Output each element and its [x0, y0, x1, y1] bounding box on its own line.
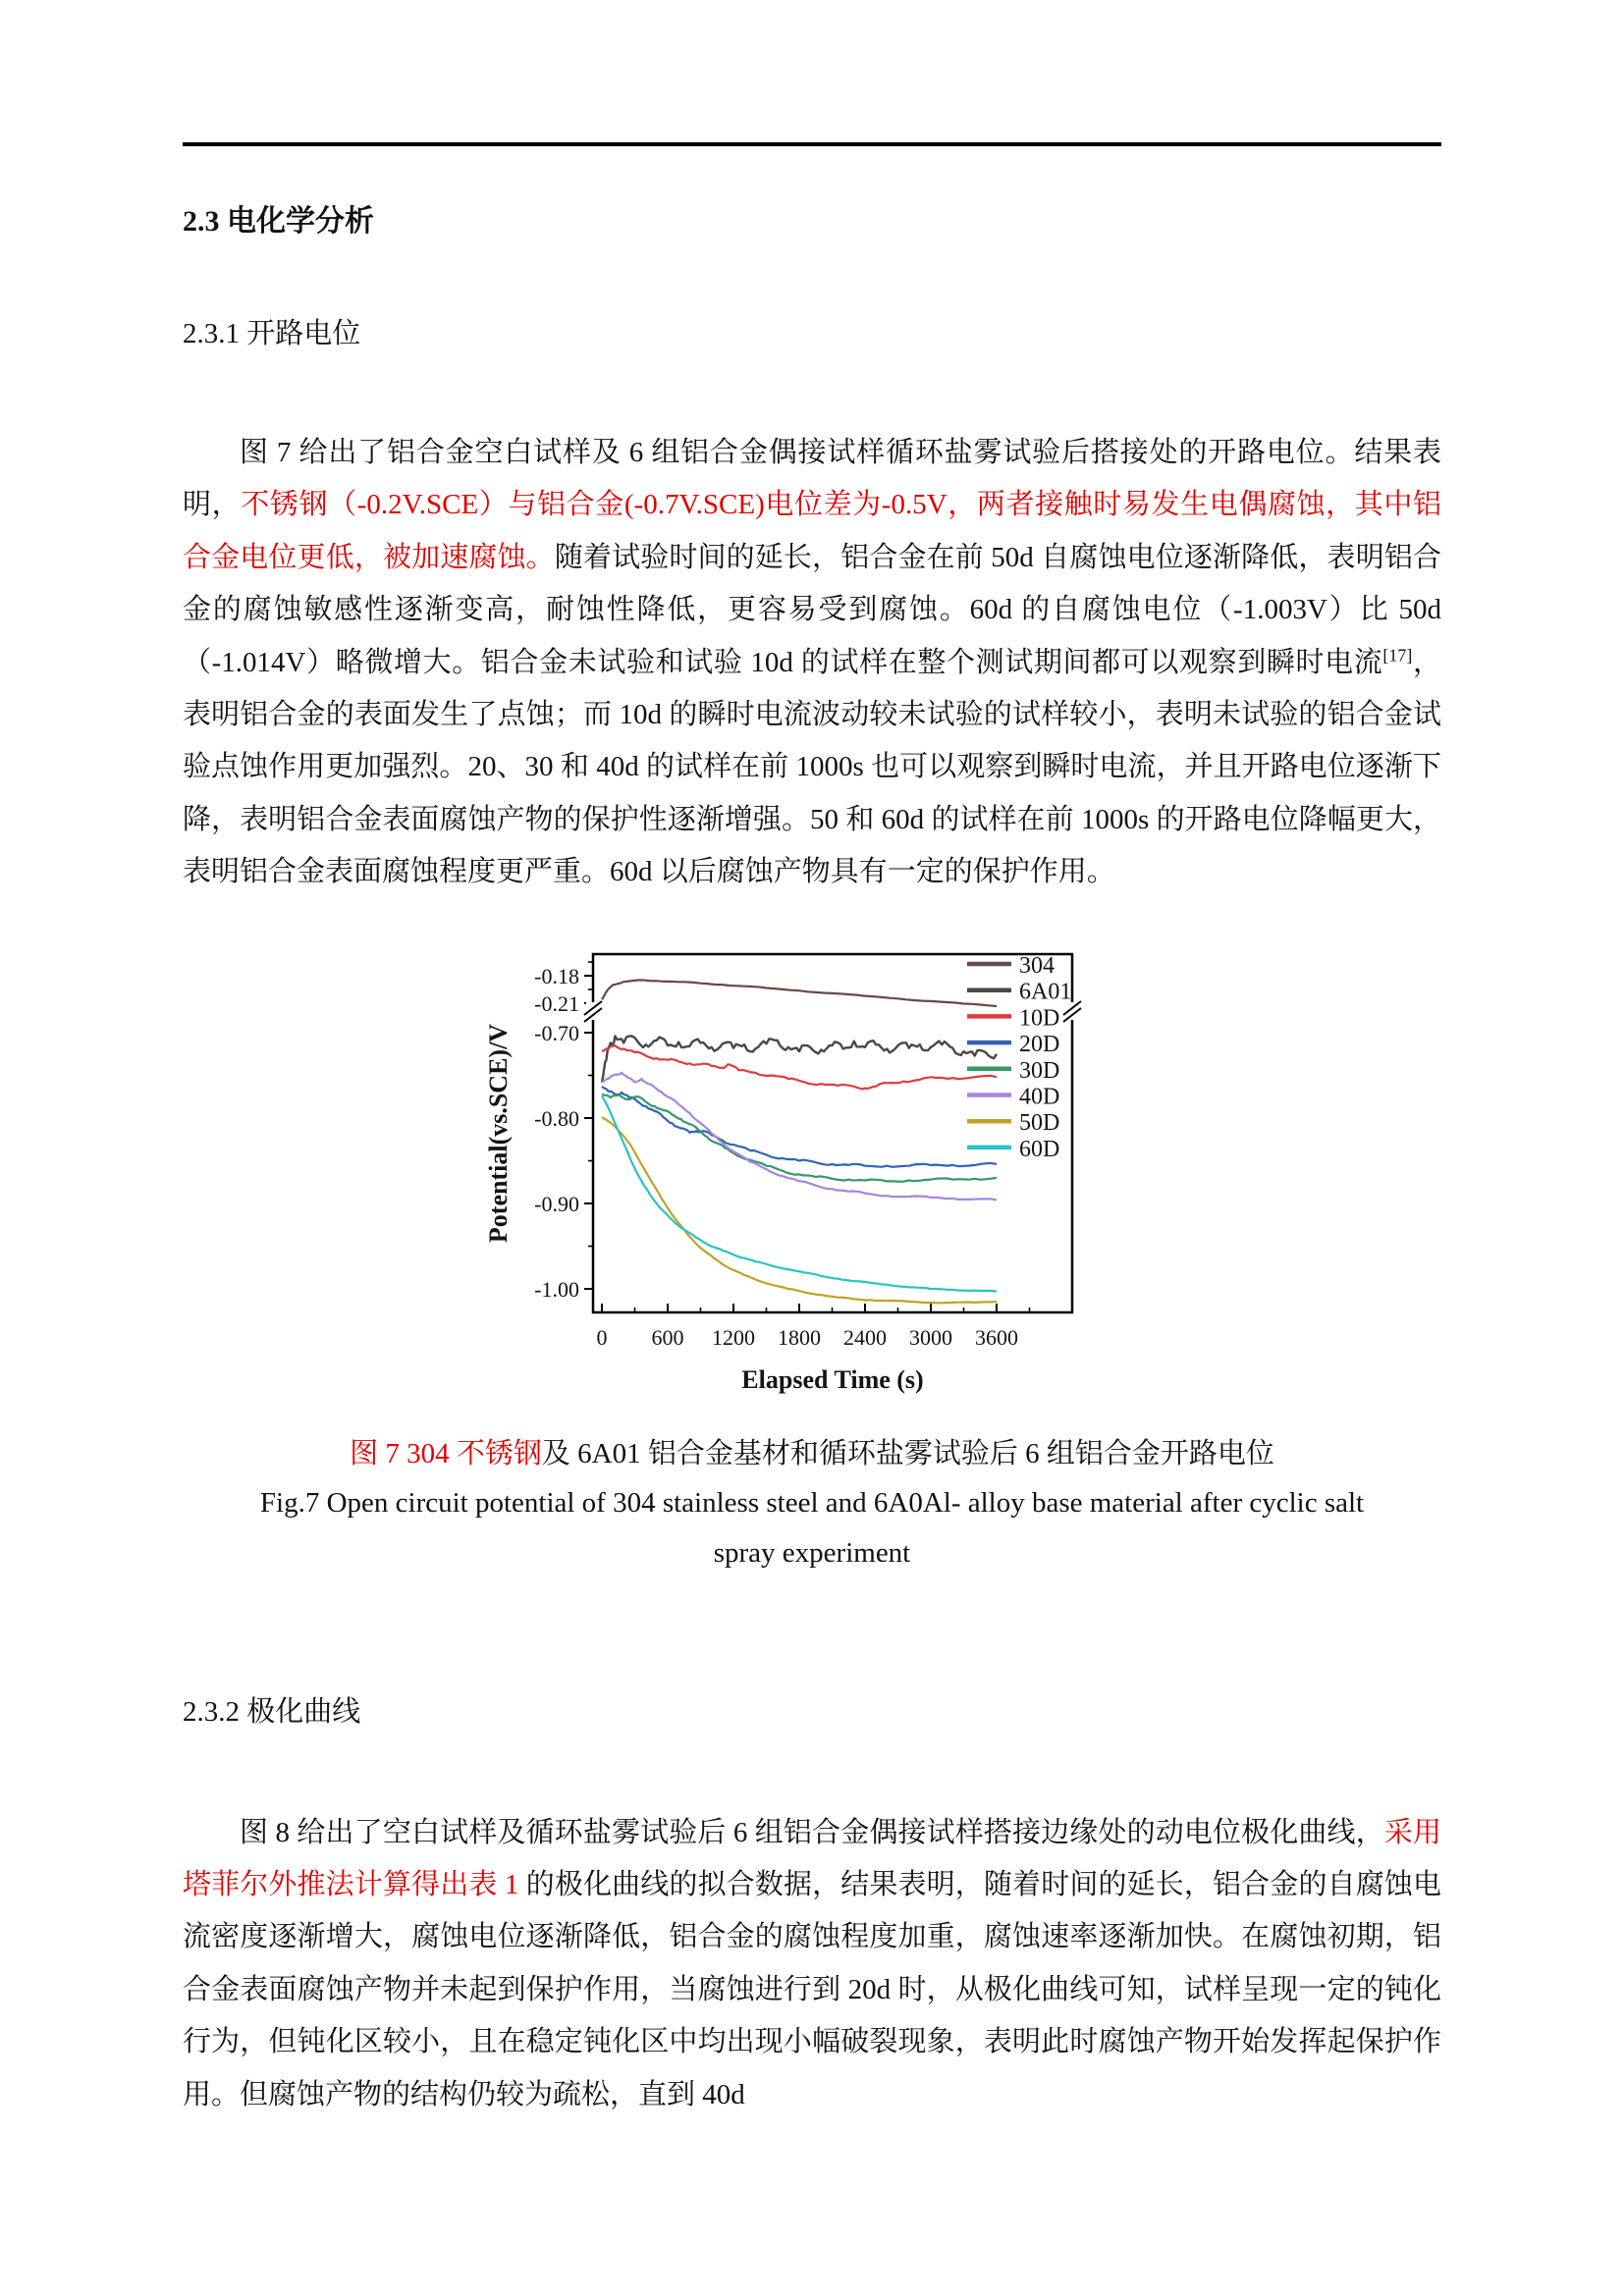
emphasis-red-text: 不锈钢（-0.2V.SCE）与铝合金(-0.7V.SCE)电位差为-0.5V，两者接触时易发生电偶腐蚀，其中铝合金电位更低，被加速腐蚀。 [183, 489, 1441, 573]
text-segment: [17] [1382, 644, 1413, 665]
section-heading-2-3: 2.3 电化学分析 [183, 205, 374, 238]
text-segment: 图 8 给出了空白试样及循环盐雾试验后 6 组铝合金偶接试样搭接边缘处的动电位极化曲线， [240, 1816, 1384, 1848]
sub-heading-2-3-2: 2.3.2 极化曲线 [183, 1695, 361, 1728]
legend-label-40D: 40D [1019, 1084, 1060, 1110]
series-line-30D [602, 1094, 997, 1181]
paragraph-polarization-curve [183, 1807, 1441, 2121]
legend-label-20D: 20D [1019, 1031, 1060, 1057]
y-tick-label: -0.18 [534, 963, 579, 988]
plot-border [593, 954, 1072, 1312]
emphasis-red-text: 图 7 304 不锈钢 [350, 1437, 542, 1469]
legend-label-6A01: 6A01 [1019, 979, 1072, 1005]
series-line-20D [602, 1086, 997, 1166]
y-tick-label: -0.90 [534, 1191, 579, 1216]
x-tick-label: 1200 [712, 1324, 755, 1350]
legend-label-304: 304 [1019, 952, 1055, 979]
x-axis-title: Elapsed Time (s) [741, 1364, 924, 1394]
x-tick-label: 1800 [778, 1324, 821, 1350]
x-tick-label: 600 [651, 1324, 684, 1350]
y-tick-label: -0.70 [534, 1020, 579, 1045]
figure7-chart [481, 889, 1110, 1405]
series-line-60D [602, 1095, 997, 1291]
y-axis-title: Potential(vs.SCE)/V [484, 1023, 513, 1243]
figure7-caption-en-line1: Fig.7 Open circuit potential of 304 stainless steel and 6A0Al- alloy base material after cyclic salt [259, 1486, 1365, 1519]
legend-label-50D: 50D [1019, 1109, 1060, 1136]
y-tick-label: -1.00 [534, 1276, 579, 1302]
y-tick-label: -0.21 [534, 990, 579, 1016]
legend-label-10D: 10D [1019, 1005, 1060, 1032]
text-segment: 的极化曲线的拟合数据，结果表明，随着时间的延长，铝合金的自腐蚀电流密度逐渐增大，腐蚀电位逐渐降低，铝合金的腐蚀程度加重，腐蚀速率逐渐加快。在腐蚀初期，铝合金表面腐蚀产物并未起到保护作用，当腐蚀进行到 20d 时，从极化曲线可知，试样呈现一定的钝化行为，但钝化区较小，且在稳定钝化区中均出现小幅破裂现象，表明此时腐蚀产物开始发挥起保护作用。但腐蚀产物的结构仍较为疏松，直到 40d [183, 1869, 1441, 2110]
text-segment: 图 7 给出了铝合金空白试样及 6 组铝合金偶接试样循环盐雾试验后搭接处的开路电位。结果表明， [183, 437, 1441, 521]
open-circuit-potential-plot [481, 889, 1110, 1400]
series-line-304 [602, 980, 997, 1006]
legend-label-30D: 30D [1019, 1057, 1060, 1084]
text-segment: ，表明铝合金的表面发生了点蚀；而 10d 的瞬时电流波动较未试验的试样较小，表明未试验的铝合金试验点蚀作用更加强烈。20、30 和 40d 的试样在前 1000s 也可以观察到瞬时电流，并且开路电位逐渐下降，表明铝合金表面腐蚀产物的保护性逐渐增强。50 和 60d 的试样在前 1000s 的开路电位降幅更大，表明铝合金表面腐蚀程度更严重。60d 以后腐蚀产物具有一定的保护作用。 [183, 646, 1441, 888]
x-tick-label: 3000 [909, 1324, 952, 1350]
x-tick-label: 2400 [843, 1324, 887, 1350]
page-top-rule [183, 142, 1441, 146]
x-tick-label: 3600 [975, 1324, 1018, 1350]
figure7-caption-zh [183, 1432, 1441, 1475]
text-segment: 及 6A01 铝合金基材和循环盐雾试验后 6 组铝合金开路电位 [541, 1437, 1274, 1469]
series-line-40D [602, 1073, 997, 1201]
emphasis-red-text: 采用塔菲尔外推法计算得出表 1 [183, 1816, 1441, 1901]
sub-heading-2-3-1: 2.3.1 开路电位 [183, 318, 361, 349]
legend-label-60D: 60D [1019, 1136, 1060, 1162]
figure7-caption-en-line2: spray experiment [713, 1536, 911, 1569]
paragraph-open-circuit-potential [183, 427, 1441, 899]
text-segment: 随着试验时间的延长，铝合金在前 50d 自腐蚀电位逐渐降低，表明铝合金的腐蚀敏感性逐渐变高，耐蚀性降低，更容易受到腐蚀。60d 的自腐蚀电位（-1.003V）比 50d（-1.014V）略微增大。铝合金未试验和试验 10d 的试样在整个测试期间都可以观察到瞬时电流 [183, 541, 1441, 678]
y-tick-label: -0.80 [534, 1105, 579, 1131]
x-tick-label: 0 [596, 1324, 608, 1350]
